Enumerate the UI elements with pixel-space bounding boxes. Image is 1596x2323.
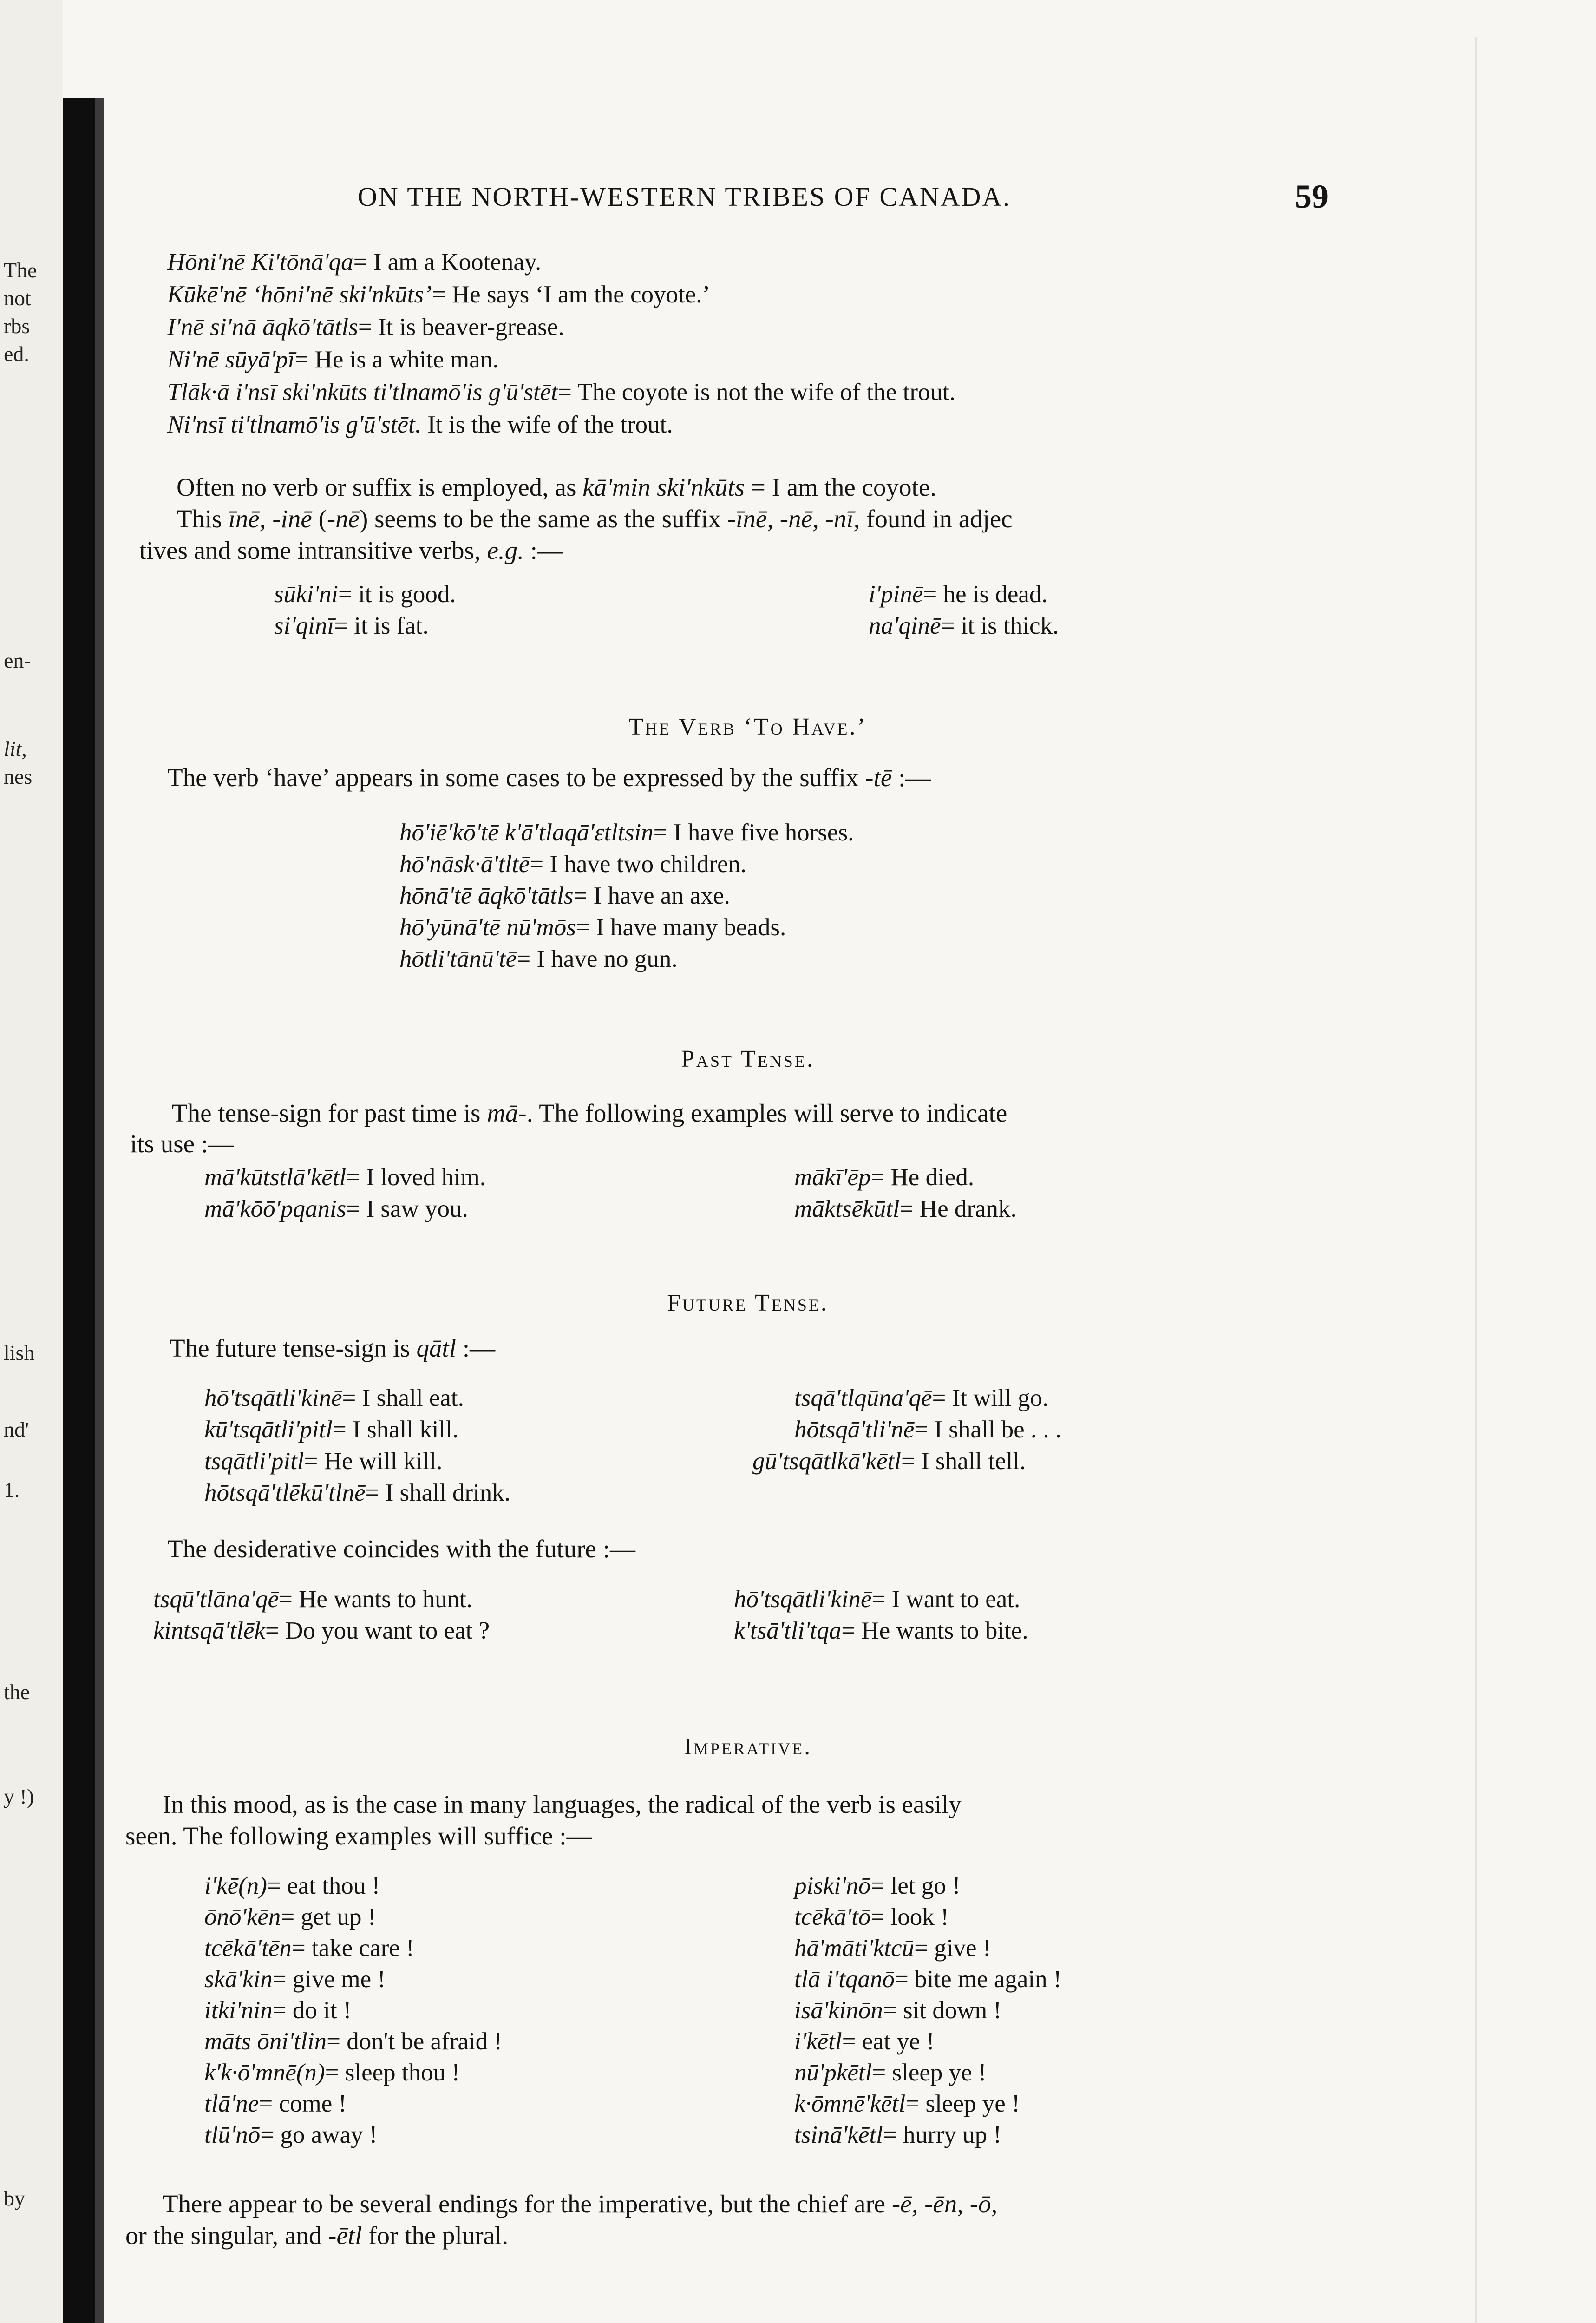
paragraph-line: tives and some intransitive verbs, e.g. :— [139, 536, 563, 564]
example-line: hō'yūnā'tē nū'mōs= I have many beads. [399, 914, 786, 941]
paragraph-line: The verb ‘have’ appears in some cases to be expressed by the suffix -tē :— [167, 763, 931, 792]
running-title: ON THE NORTH-WESTERN TRIBES OF CANADA. [358, 182, 1011, 212]
example-line: si'qinī= it is fat. [274, 612, 429, 639]
example-line: gū'tsqātlkā'kētl= I shall tell. [752, 1448, 1026, 1475]
example-line: Tlāk·ā i'nsī ski'nkūts ti'tlnamō'is g'ū'stēt= The coyote is not the wife of the trout. [167, 379, 956, 406]
example-line: I'nē si'nā āqkō'tātls= It is beaver-grease. [167, 314, 564, 341]
example-line: mā'kūtstlā'kētl= I loved him. [204, 1164, 486, 1191]
paragraph-line: The tense-sign for past time is mā-. The following examples will serve to indicate [172, 1099, 1007, 1127]
example-line: tsqū'tlāna'qē= He wants to hunt. [153, 1586, 473, 1613]
example-line: hō'iē'kō'tē k'ā'tlaqā'ɛtltsin= I have five horses. [399, 819, 854, 846]
example-line: hōtsqā'tlēkū'tlnē= I shall drink. [204, 1479, 511, 1506]
example-line: tlā i'tqanō= bite me again ! [794, 1966, 1062, 1993]
example-line: sūki'ni= it is good. [274, 581, 456, 608]
example-line: isā'kinōn= sit down ! [794, 1997, 1002, 2024]
example-line: hō'nāsk·ā'tltē= I have two children. [399, 851, 747, 878]
paragraph-line: There appear to be several endings for the imperative, but the chief are -ē, -ēn, -ō, [163, 2190, 998, 2218]
example-line: māts ōni'tlin= don't be afraid ! [204, 2028, 503, 2055]
example-line: Ni'nsī ti'tlnamō'is g'ū'stēt. It is the wife of the trout. [167, 411, 673, 438]
example-line: itki'nin= do it ! [204, 1997, 352, 2024]
example-line: hā'māti'ktcū= give ! [794, 1935, 991, 1962]
example-line: kintsqā'tlēk= Do you want to eat ? [153, 1617, 490, 1644]
margin-fragment: y !) [4, 1785, 34, 1808]
paragraph-line: its use :— [130, 1129, 234, 1158]
margin-fragment: not [4, 286, 31, 310]
example-line: k'tsā'tli'tqa= He wants to bite. [734, 1617, 1028, 1644]
section-heading-imperative: Imperative. [683, 1733, 812, 1760]
margin-fragment: lish [4, 1341, 35, 1365]
margin-fragment: 1. [4, 1478, 20, 1502]
section-heading-future: Future Tense. [667, 1290, 829, 1316]
example-line: i'kē(n)= eat thou ! [204, 1872, 380, 1899]
page-number: 59 [1295, 178, 1328, 215]
margin-fragment: The [4, 258, 37, 282]
page-gutter-shadow [63, 98, 98, 2323]
example-line: piski'nō= let go ! [794, 1872, 961, 1899]
example-line: tsqātli'pitl= He will kill. [204, 1448, 443, 1475]
binding-margin [0, 0, 63, 2323]
example-line: k'k·ō'mnē(n)= sleep thou ! [204, 2059, 460, 2086]
example-line: kū'tsqātli'pitl= I shall kill. [204, 1416, 459, 1443]
example-line: Hōni'nē Ki'tōnā'qa= I am a Kootenay. [167, 249, 542, 276]
paragraph-line: In this mood, as is the case in many languages, the radical of the verb is easily [163, 1790, 962, 1818]
example-line: tsinā'kētl= hurry up ! [794, 2121, 1002, 2148]
example-line: i'kētl= eat ye ! [794, 2028, 935, 2055]
margin-fragment: the [4, 1680, 30, 1704]
paragraph-line: This īnē, -inē (-nē) seems to be the same as the suffix -īnē, -nē, -nī, found in adjec [177, 505, 1013, 533]
example-line: hōtsqā'tli'nē= I shall be . . . [794, 1416, 1062, 1443]
margin-fragment: lit, [4, 737, 27, 761]
paragraph-line: seen. The following examples will suffice :— [125, 1822, 592, 1850]
example-line: skā'kin= give me ! [204, 1966, 386, 1993]
paragraph-line: The future tense-sign is qātl :— [170, 1334, 496, 1362]
margin-fragment: ed. [4, 342, 29, 366]
example-line: mā'kōō'pqanis= I saw you. [204, 1195, 468, 1222]
example-line: hōnā'tē āqkō'tātls= I have an axe. [399, 882, 730, 909]
example-line: tcēkā'tēn= take care ! [204, 1935, 414, 1962]
example-line: hō'tsqātli'kinē= I shall eat. [204, 1385, 464, 1411]
example-line: hōtli'tānū'tē= I have no gun. [399, 945, 678, 972]
example-line: i'pinē= he is dead. [869, 581, 1048, 608]
margin-fragment: nd' [4, 1417, 29, 1441]
margin-fragment: by [4, 2186, 25, 2210]
example-line: tlū'nō= go away ! [204, 2121, 378, 2148]
example-line: māktsēkūtl= He drank. [794, 1195, 1017, 1222]
section-heading-have: The Verb ‘To Have.’ [628, 714, 867, 740]
example-line: hō'tsqātli'kinē= I want to eat. [734, 1586, 1020, 1613]
paragraph-line: or the singular, and -ētl for the plural. [125, 2221, 509, 2250]
example-line: tlā'ne= come ! [204, 2090, 347, 2117]
example-line: na'qinē= it is thick. [869, 612, 1059, 639]
margin-fragment: en- [4, 649, 31, 672]
example-line: nū'pkētl= sleep ye ! [794, 2059, 987, 2086]
example-line: Kūkē'nē ‘hōni'nē ski'nkūts’= He says ‘I am the coyote.’ [167, 281, 711, 308]
paragraph-line: The desiderative coincides with the future :— [167, 1535, 635, 1563]
example-line: mākī'ēp= He died. [794, 1164, 975, 1191]
paragraph-line: Often no verb or suffix is employed, as kā'min ski'nkūts = I am the coyote. [177, 473, 936, 501]
margin-fragment: nes [4, 765, 33, 788]
example-line: tcēkā'tō= look ! [794, 1903, 949, 1930]
section-heading-past: Past Tense. [681, 1046, 815, 1072]
page-gutter-edge [95, 98, 104, 2323]
example-line: k·ōmnē'kētl= sleep ye ! [794, 2090, 1020, 2117]
example-line: ōnō'kēn= get up ! [204, 1903, 376, 1930]
running-header [167, 178, 1328, 215]
example-line: tsqā'tlqūna'qē= It will go. [794, 1385, 1049, 1411]
example-line: Ni'nē sūyā'pī= He is a white man. [167, 346, 499, 373]
margin-fragment: rbs [4, 314, 30, 338]
page-fold-line [1475, 37, 1477, 2323]
